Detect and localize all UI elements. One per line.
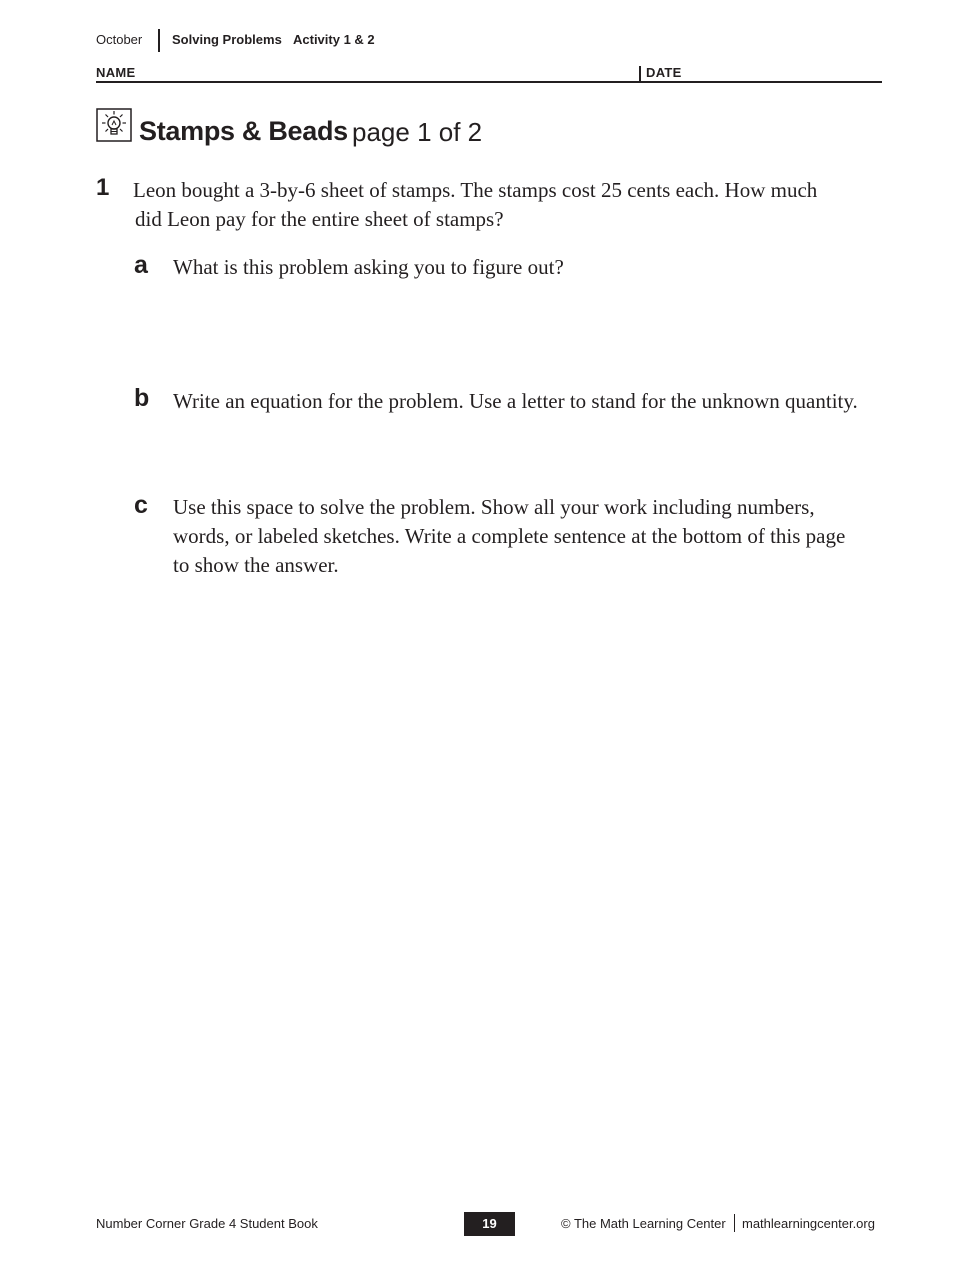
footer-url: mathlearningcenter.org: [742, 1216, 875, 1231]
name-date-line: [96, 81, 882, 83]
part-b-text: Write an equation for the problem. Use a letter to stand for the unknown quantity.: [173, 389, 858, 413]
footer-copyright: © The Math Learning Center: [561, 1216, 726, 1231]
page-title: Stamps & Beads: [139, 116, 348, 146]
date-label: DATE: [646, 65, 682, 80]
header-section: Solving Problems: [172, 32, 282, 47]
problem-text: [133, 176, 893, 234]
footer-book-title: Number Corner Grade 4 Student Book: [96, 1216, 318, 1231]
name-label: NAME: [96, 65, 136, 80]
header-divider: [158, 29, 160, 52]
footer-divider: [734, 1214, 735, 1232]
part-c-line-2: words, or labeled sketches. Write a complete sentence at the bottom of this page: [173, 524, 846, 548]
header-activity: Activity 1 & 2: [293, 32, 375, 47]
problem-number: 1: [96, 174, 110, 201]
part-c-text: [173, 493, 893, 580]
problem-text-line-1: Leon bought a 3-by-6 sheet of stamps. The stamps cost 25 cents each. How much: [133, 178, 818, 202]
part-a-label: a: [134, 251, 148, 279]
part-a-text: What is this problem asking you to figure out?: [173, 255, 564, 279]
page-subtitle: page 1 of 2: [352, 117, 483, 147]
part-b-label: b: [134, 384, 150, 412]
part-c-line-1: Use this space to solve the problem. Show all your work including numbers,: [173, 495, 815, 519]
part-c-label: c: [134, 491, 148, 519]
header-month: October: [96, 32, 143, 47]
problem-text-line-2: did Leon pay for the entire sheet of stamps?: [135, 207, 504, 231]
lightbulb-icon: [96, 108, 132, 142]
part-c-line-3: to show the answer.: [173, 553, 339, 577]
page-number-badge: 19: [464, 1212, 515, 1236]
date-divider: [639, 66, 641, 81]
